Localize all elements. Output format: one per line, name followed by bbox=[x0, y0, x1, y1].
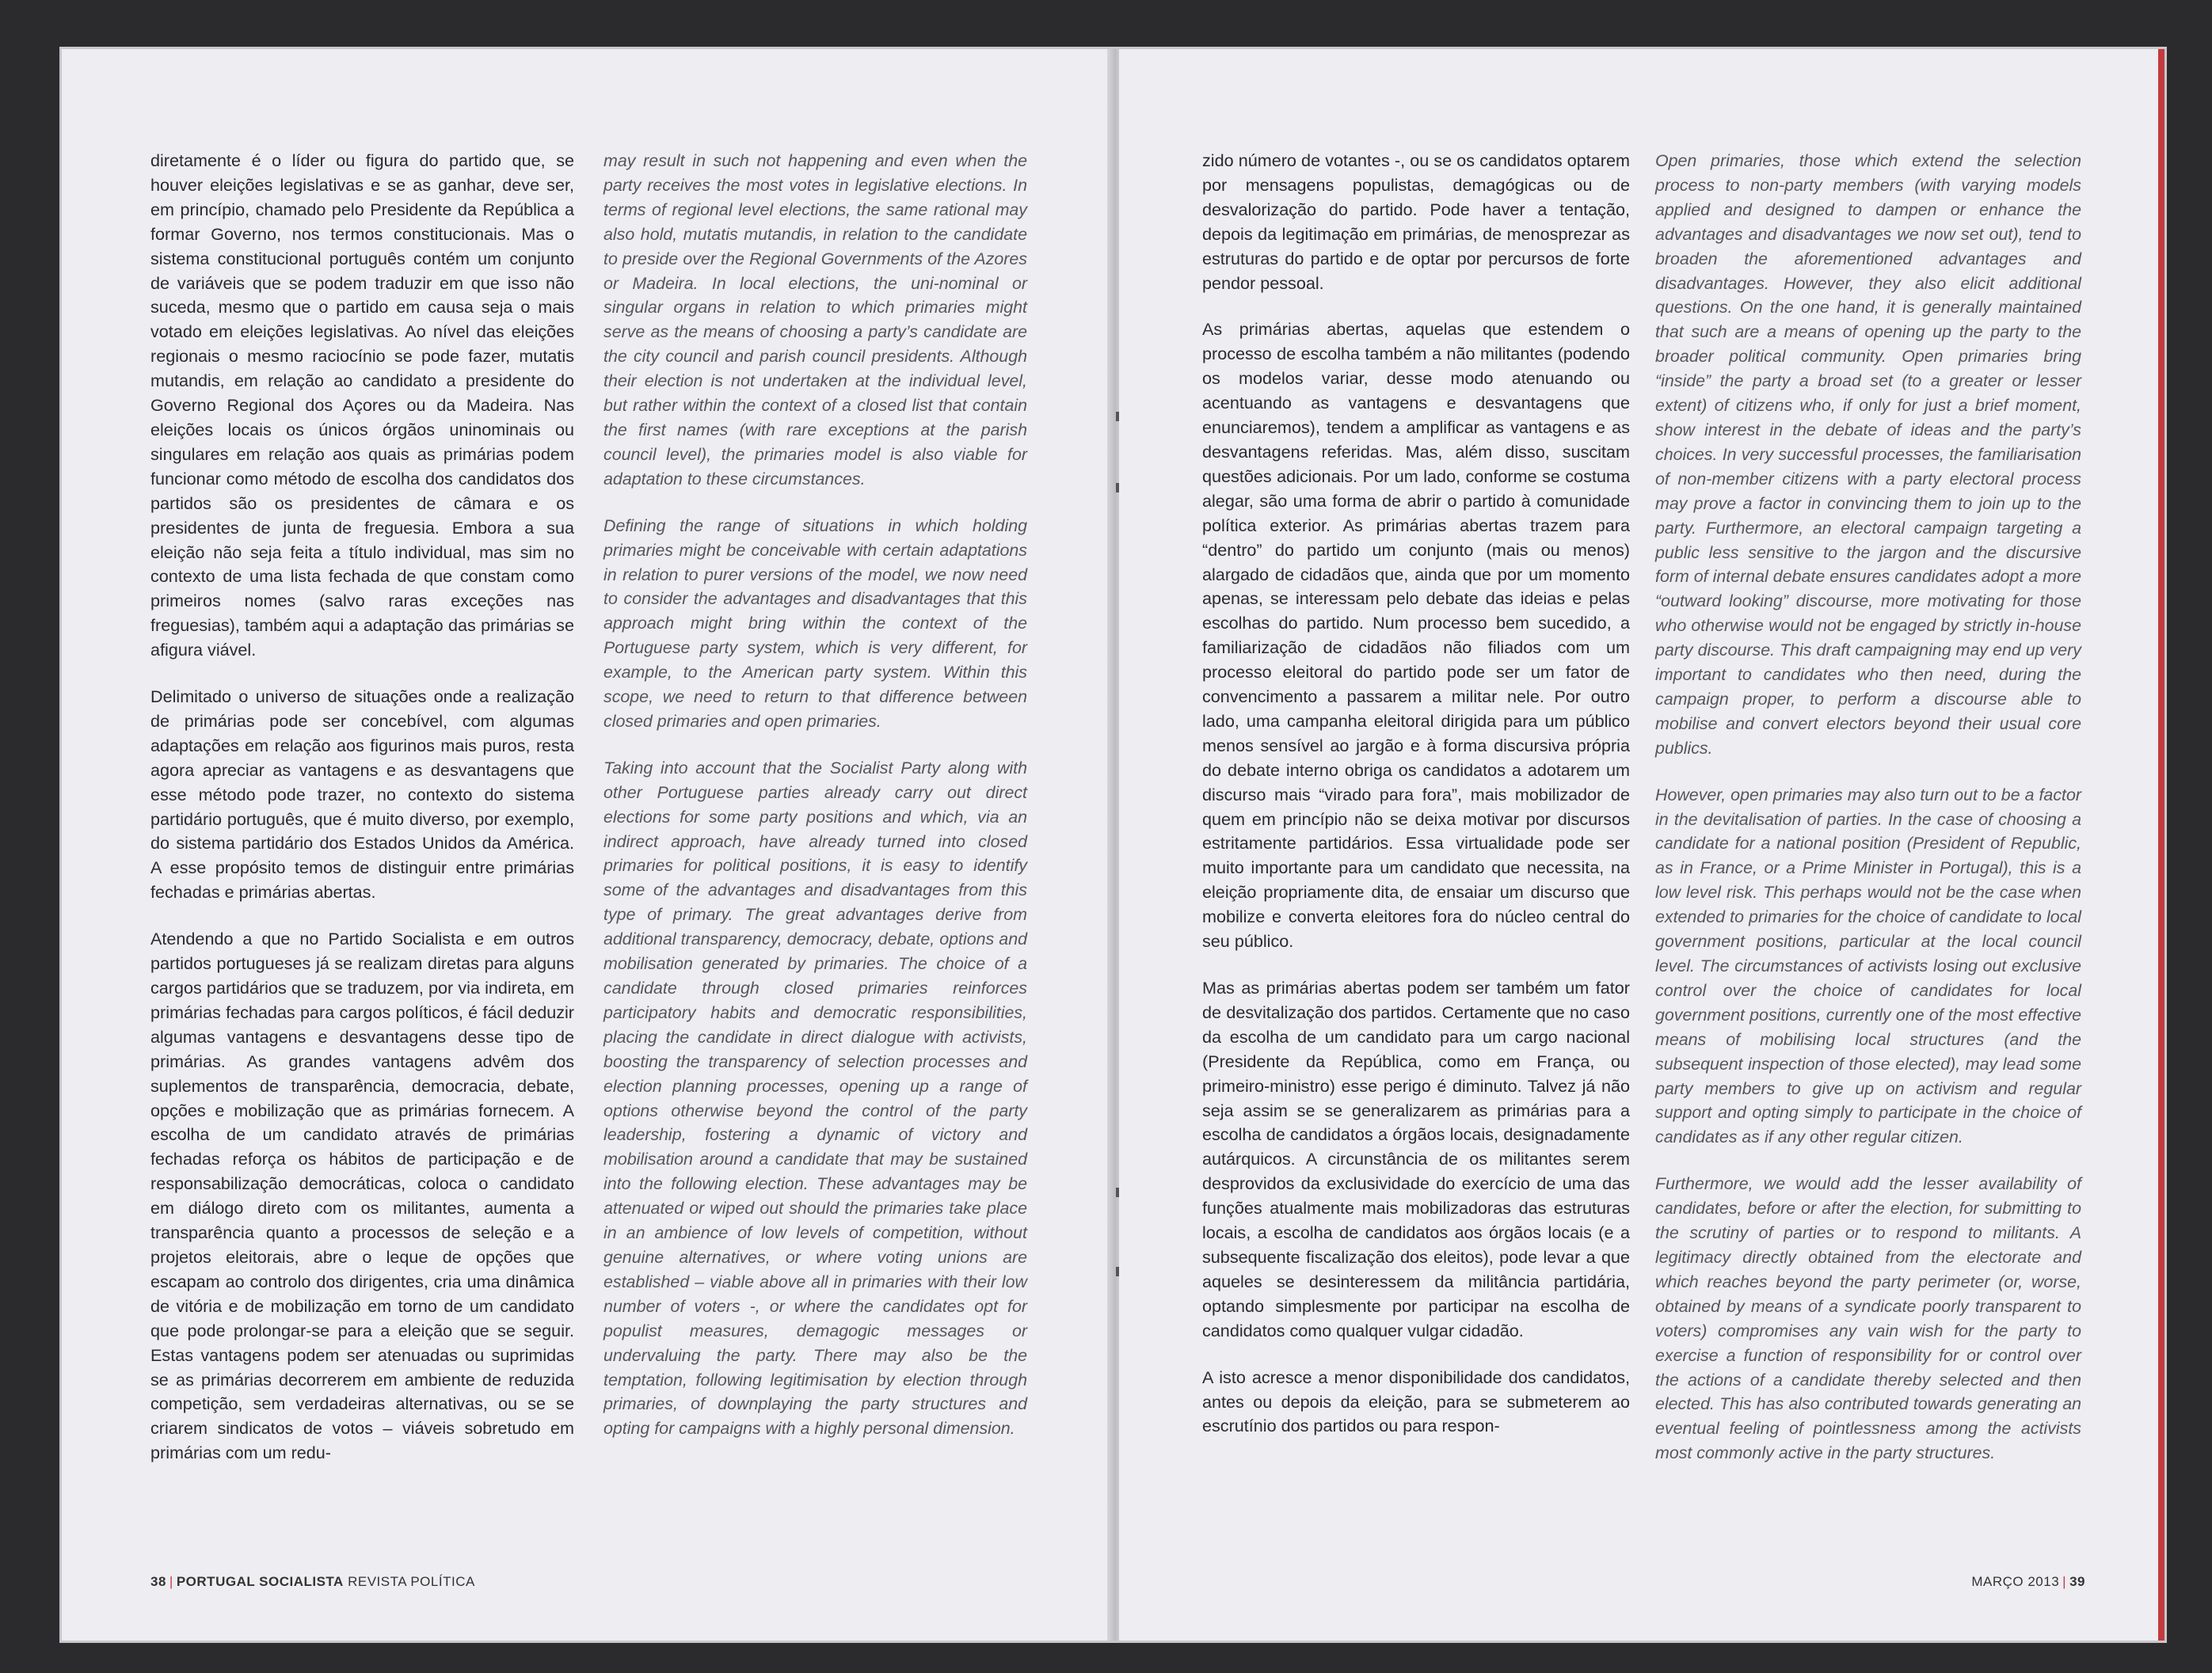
paragraph: zido número de votantes -, ou se os candidatos optarem por mensagens populistas, demagógicas ou de desvalorização do partido. Pode haver a tentação, depois da legitimação em primárias, de menosprezar as estruturas do partido e de optar por percursos de forte pendor pessoal. bbox=[1202, 150, 1630, 293]
cover-edge-red-right bbox=[2158, 49, 2164, 1641]
page-number: 39 bbox=[2069, 1574, 2085, 1589]
english-column-right bbox=[1655, 149, 2081, 1488]
issue-date: MARÇO 2013 bbox=[1971, 1574, 2060, 1589]
paragraph: A isto acresce a menor disponibilidade dos candidatos, antes ou depois da eleição, para se submeterem ao escrutínio dos partidos ou para respon- bbox=[1202, 1367, 1630, 1436]
paragraph: However, open primaries may also turn out to be a factor in the devitalisation of parties. In the case of choosing a candidate for a national position (President of Republic, as in France, or a Prime Minister in Portugal), this is a low level risk. This perhaps would not be the case when extended to primaries for the choice of candidate to local government positions, particular at the local council level. The circumstances of activists losing out exclusive control over the choice of candidates for local government positions, currently one of the most effective means of mobilising local structures (and the subsequent inspection of those elected), may lead some party members to give up on activism and regular support and opting simply to participate in the choice of candidates as if any other regular citizen. bbox=[1655, 785, 2081, 1147]
portuguese-column-left bbox=[150, 149, 574, 1488]
footer-separator: | bbox=[169, 1574, 173, 1589]
paragraph: Taking into account that the Socialist Party along with other Portuguese parties already carry out direct elections for some party positions and which, via an indirect approach, have already turned into closed primaries for political positions, it is easy to identify some of the advantages and disadvantages from this type of primary. The great advantages derive from additional transparency, democracy, debate, options and mobilisation generated by primaries. The choice of a candidate through closed primaries reinforces participatory habits and democratic responsibilities, placing the candidate in direct dialogue with activists, boosting the transparency of selection processes and election planning processes, opening up a range of options otherwise beyond the control of the party leadership, fostering a dynamic of victory and mobilisation around a candidate that may be sustained into the following election. These advantages may be attenuated or wiped out should the primaries take place in an ambience of low levels of competition, without genuine alternatives, or where voting unions are established – viable above all in primaries with their low number of voters -, or where the candidates opt for populist measures, demagogic messages or undervaluing the party. There may also be the temptation, following legitimisation by election through primaries, of downplaying the party structures and opting for campaigns with a highly personal dimension. bbox=[603, 758, 1027, 1439]
portuguese-column-right bbox=[1202, 149, 1630, 1461]
paragraph: Atendendo a que no Partido Socialista e em outros partidos portugueses já se realizam diretas para alguns cargos partidários que se traduzem, por via indireta, em primárias fechadas para cargos políticos, é fácil deduzir algumas vantagens e desvantagens desse tipo de primárias. As grandes vantagens advêm dos suplementos de transparência, democracia, debate, opções e mobilização que as primárias fornecem. A escolha de um candidato através de primárias fechadas reforça os hábitos de participação e de responsabilização democráticas, coloca o candidato em diálogo direto com os militantes, aumenta a transparência quanto a processos de seleção e a projetos eleitorais, abre o leque de opções que escapam ao controlo dos dirigentes, cria uma dinâmica de vitória e de mobilização em torno de um candidato que pode prolongar-se para a eleição que se seguir. Estas vantagens podem ser atenuadas ou suprimidas se as primárias decorrerem em ambiente de reduzida competição, sem verdadeiras alternativas, ou se se criarem sindicatos de votos – viáveis sobretudo em primárias com um redu- bbox=[150, 929, 574, 1463]
paragraph: Delimitado o universo de situações onde a realização de primárias pode ser concebível, com algumas adaptações em relação aos figurinos mais puros, resta agora apreciar as vantagens e as desvantagens que esse método pode trazer, no contexto do sistema partidário português, que é muito diverso, por exemplo, do sistema partidário dos Estados Unidos da América. A esse propósito temos de distinguir entre primárias fechadas e primárias abertas. bbox=[150, 686, 574, 903]
left-page-footer bbox=[150, 1574, 475, 1590]
paragraph: Mas as primárias abertas podem ser também um fator de desvitalização dos partidos. Certamente que no caso da escolha de um candidato para um cargo nacional (Presidente da República, como em França, ou primeiro-ministro) esse perigo é diminuto. Talvez já não seja assim se se generalizarem as primárias para a escolha de candidatos a órgãos locais, designadamente autárquicos. A circunstância de os militantes serem desprovidos da exclusividade do exercício de uma das funções atualmente mais mobilizadoras das estruturas locais, a escolha de candidatos aos órgãos locais (e a subsequente fiscalização dos eleitos), pode levar a que aqueles se desinteressem da militância partidária, optando simplesmente por participar na escolha de candidatos como qualquer vulgar cidadão. bbox=[1202, 978, 1630, 1340]
staple-mark bbox=[1116, 1188, 1119, 1197]
right-page-footer bbox=[1971, 1574, 2085, 1590]
english-column-left bbox=[603, 149, 1027, 1463]
page-number: 38 bbox=[150, 1574, 166, 1589]
section-name: REVISTA POLÍTICA bbox=[348, 1574, 475, 1589]
staple-mark bbox=[1116, 483, 1119, 492]
paragraph: Defining the range of situations in which holding primaries might be conceivable with certain adaptations in relation to purer versions of the model, we now need to consider the advantages and disadvantages that this approach might bring within the context of the Portuguese party system, which is very different, for example, to the American party system. Within this scope, we need to return to that difference between closed primaries and open primaries. bbox=[603, 515, 1027, 731]
publication-name: PORTUGAL SOCIALISTA bbox=[176, 1574, 344, 1589]
paragraph: Furthermore, we would add the lesser availability of candidates, before or after the election, for submitting to the scrutiny of parties or to respond to militants. A legitimacy directly obtained from the electorate and which reaches beyond the party perimeter (or, worse, obtained by means of a syndicate poorly transparent to voters) compromises any vain wish for the party to exercise a function of responsibility for or control over the actions of a candidate thereby selected and then elected. This has also contributed towards generating an eventual feeling of pointlessness among the activists most commonly active in the party structures. bbox=[1655, 1174, 2081, 1463]
paragraph: Open primaries, those which extend the selection process to non-party members (with varying models applied and designed to dampen or enhance the advantages and disadvantages we now set out), tend to broaden the aforementioned advantages and disadvantages. However, they also elicit additional questions. On the one hand, it is generally maintained that such are a means of opening up the party to the broader political community. Open primaries bring “inside” the party a broad set (to a greater or lesser extent) of citizens who, if only for just a brief moment, show interest in the debate of ideas and the party’s choices. In very successful processes, the familiarisation of non-member citizens with a party electoral process may prove a factor in convincing them to join up to the party. Furthermore, an electoral campaign targeting a public less sensitive to the jargon and the discursive form of internal debate ensures candidates adopt a more “outward looking” discourse, more motivating for those who otherwise would not be engaged by strictly in-house party discourse. This draft campaigning may end up very important to candidates who then need, during the campaign proper, to perform a discourse able to mobilise and convert electors beyond their usual core publics. bbox=[1655, 151, 2081, 758]
paragraph: may result in such not happening and even when the party receives the most votes in legislative elections. In terms of regional level elections, the same rational may also hold, mutatis mutandis, in relation to the candidate to preside over the Regional Governments of the Azores or Madeira. In local elections, the uni-nominal or singular organs in relation to which primaries might serve as the means of choosing a party’s candidate are the city council and parish council presidents. Although their election is not undertaken at the individual level, but rather within the context of a closed list that contain the first names (with rare exceptions at the parish council level), the primaries model is also viable for adaptation to these circumstances. bbox=[603, 151, 1027, 489]
staple-mark bbox=[1116, 1267, 1119, 1276]
paragraph: diretamente é o líder ou figura do partido que, se houver eleições legislativas e se as ganhar, deve ser, em princípio, chamado pelo Presidente da República a formar Governo, nos termos constitucionais. Mas o sistema constitucional português contém um conjunto de variáveis que se podem traduzir em que isso não suceda, mesmo que o partido em causa seja o mais votado em eleições legislativas. Ao nível das eleições regionais o mesmo raciocínio se pode fazer, mutatis mutandis, em relação ao candidato a presidente do Governo Regional dos Açores ou da Madeira. Nas eleições locais os únicos órgãos uninominais ou singulares em relação aos quais as primárias podem funcionar como método de escolha dos candidatos dos partidos são os presidentes de câmara e os presidentes de junta de freguesia. Embora a sua eleição não seja feita a título individual, mas sim no contexto de uma lista fechada de que constam como primeiros nomes (salvo raras exceções nas freguesias), também aqui a adaptação das primárias se afigura viável. bbox=[150, 150, 574, 660]
paragraph: As primárias abertas, aquelas que estendem o processo de escolha também a não militantes (podendo os modelos variar, desse modo atenuando ou acentuando as vantagens e desvantagens que enunciaremos), tendem a amplificar as vantagens e as desvantagens referidas. Mas, além disso, suscitam questões adicionais. Por um lado, conforme se costuma alegar, são uma forma de abrir o partido à comunidade política exterior. As primárias abertas trazem para “dentro” do partido um conjunto (mais ou menos) alargado de cidadãos que, ainda que por um momento apenas, se interessam pelo debate das ideias e pelas escolhas do partido. Num processo bem sucedido, a familiarização de cidadãos não filiados com um processo eleitoral do partido pode ser um fator de convencimento a passarem a militar nele. Por outro lado, uma campanha eleitoral dirigida para um público menos sensível ao jargão e à forma discursiva própria do debate interno obriga os candidatos a adotarem um discurso mais “virado para fora”, mais mobilizador de quem em princípio não se deixa motivar por discursos estritamente partidários. Essa virtualidade pode ser muito importante para um candidato que necessita, na eleição propriamente dita, de ensaiar um discurso que mobilize e converta eleitores fora do núcleo central do seu público. bbox=[1202, 319, 1630, 952]
staple-mark bbox=[1116, 412, 1119, 421]
footer-separator: | bbox=[2062, 1574, 2067, 1589]
